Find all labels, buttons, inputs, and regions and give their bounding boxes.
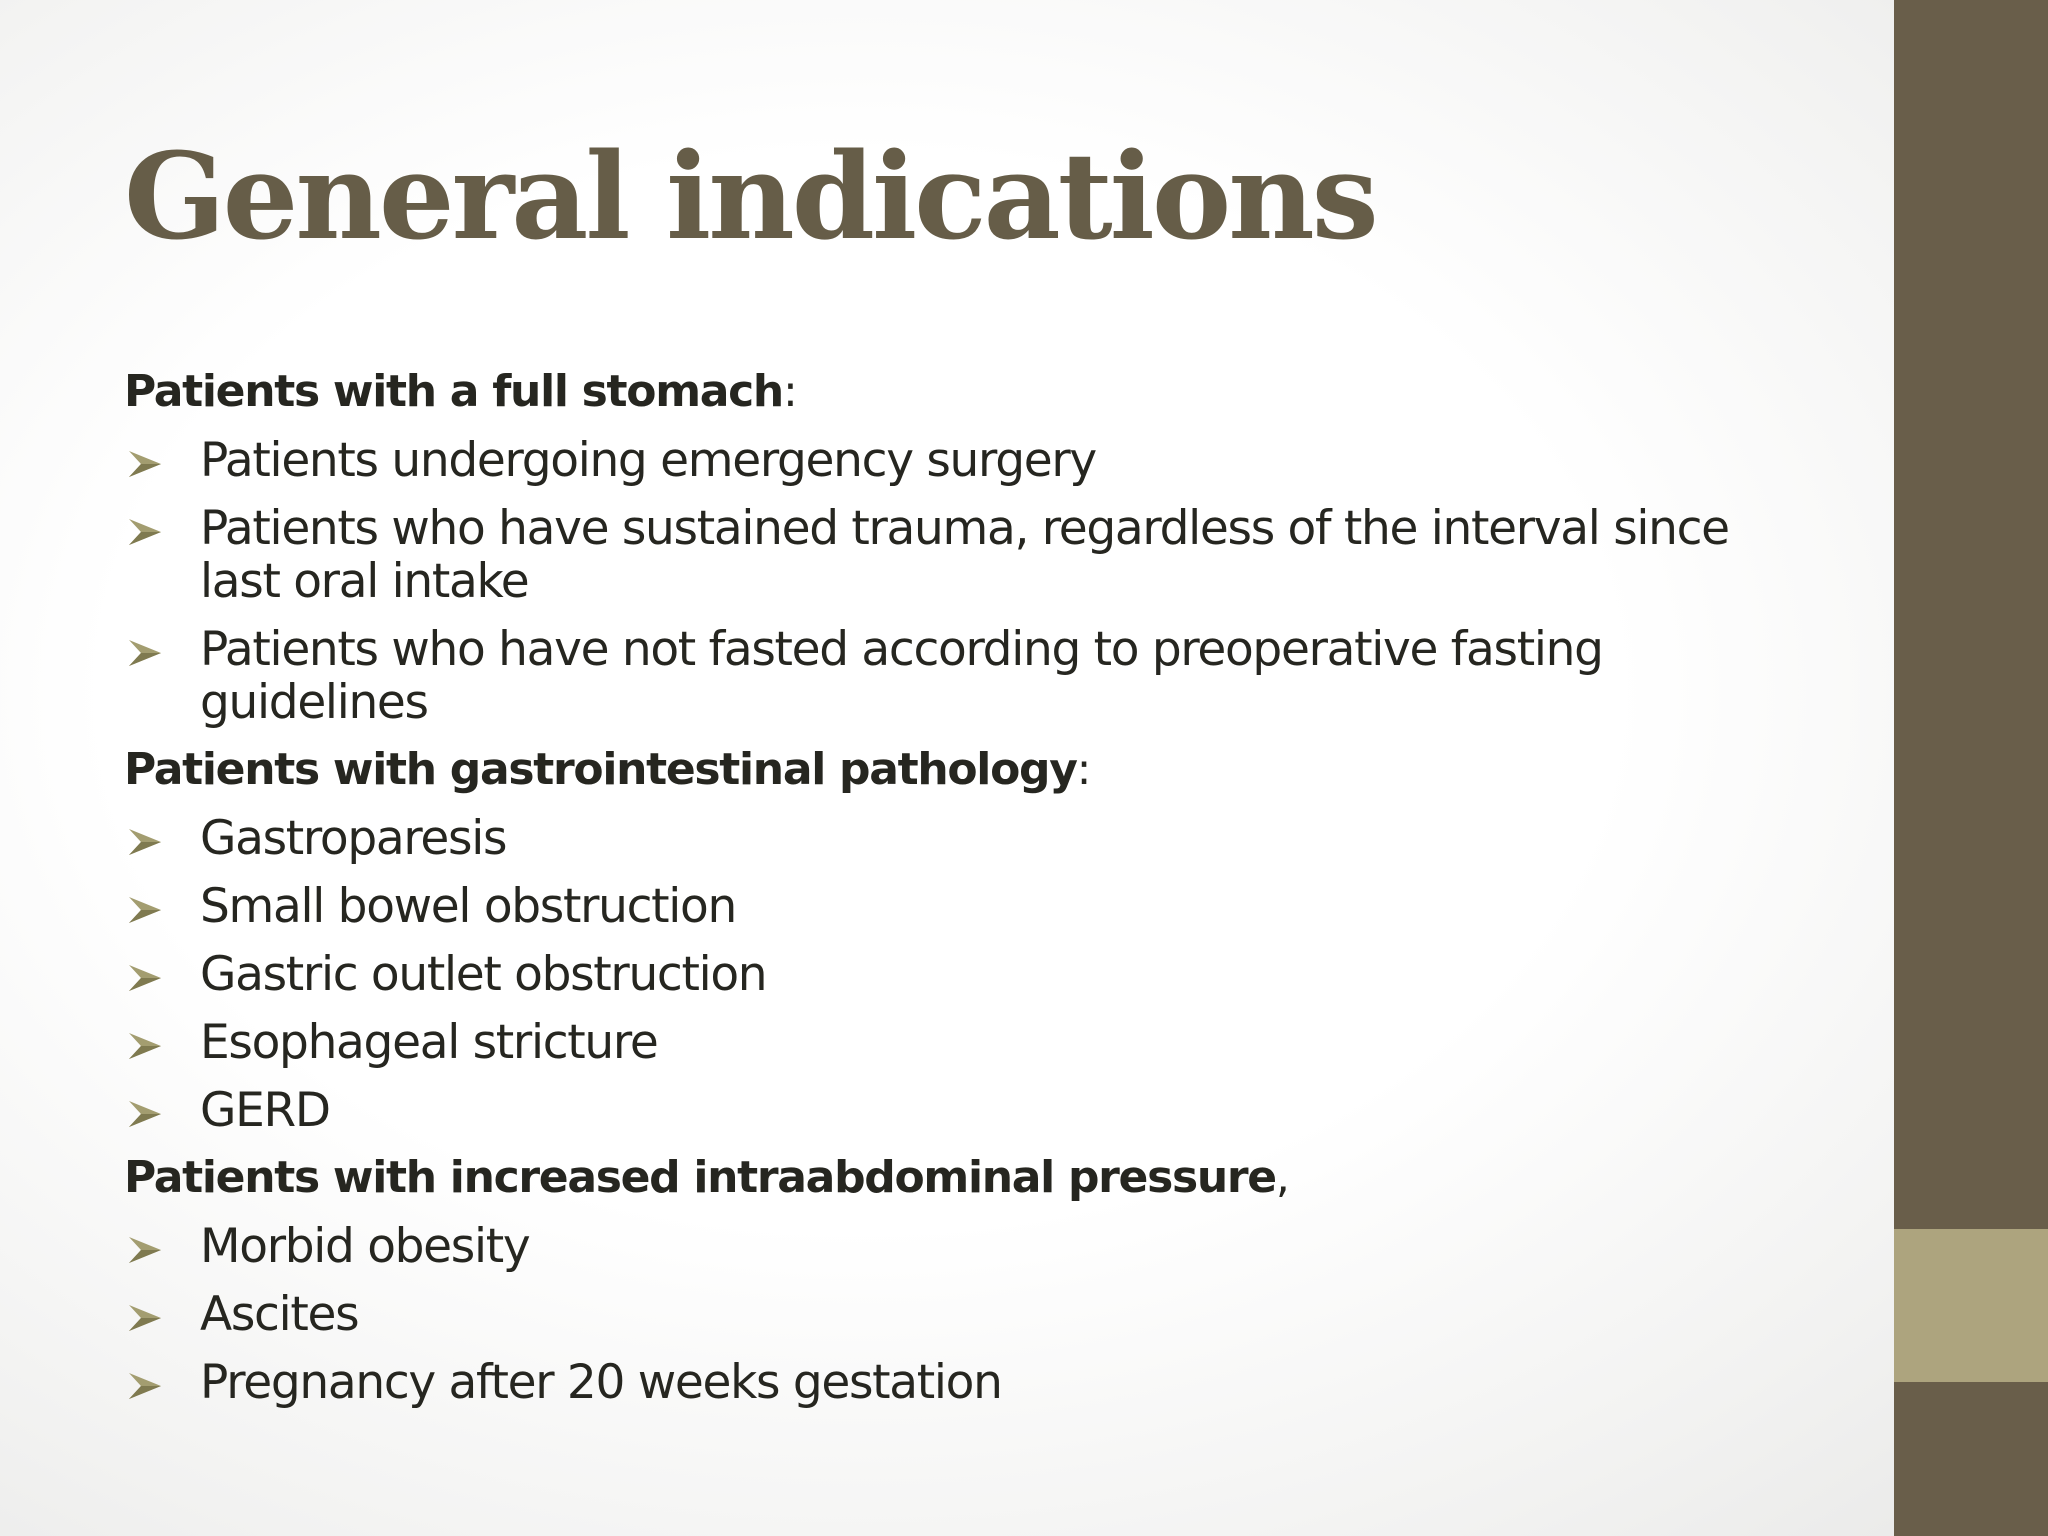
list-item: Small bowel obstruction (124, 872, 1824, 940)
arrowhead-bullet-icon (128, 964, 162, 992)
list-item: Patients undergoing emergency surgery (124, 426, 1824, 494)
list-item: Ascites (124, 1280, 1824, 1348)
arrowhead-bullet-icon (128, 1032, 162, 1060)
list-item: GERD (124, 1076, 1824, 1144)
list-item: Gastroparesis (124, 804, 1824, 872)
arrowhead-bullet-icon (128, 896, 162, 924)
section-heading-gi-pathology: Patients with gastrointestinal pathology: (124, 744, 1091, 795)
side-accent-block (1894, 1229, 2048, 1382)
list-item: Gastric outlet obstruction (124, 940, 1824, 1008)
arrowhead-bullet-icon (128, 1100, 162, 1128)
list-item: Pregnancy after 20 weeks gestation (124, 1348, 1824, 1416)
arrowhead-bullet-icon (128, 828, 162, 856)
arrowhead-bullet-icon (128, 450, 162, 478)
list-item: Esophageal stricture (124, 1008, 1824, 1076)
section-heading-full-stomach: Patients with a full stomach: (124, 366, 797, 417)
arrowhead-bullet-icon (128, 639, 162, 667)
arrowhead-bullet-icon (128, 1236, 162, 1264)
section-heading-intraabdominal-pressure: Patients with increased intraabdominal pressure, (124, 1152, 1289, 1203)
arrowhead-bullet-icon (128, 518, 162, 546)
arrowhead-bullet-icon (128, 1304, 162, 1332)
list-item: Patients who have not fasted according to preoperative fasting guidelines (124, 615, 1824, 736)
slide-body (124, 358, 1824, 1416)
arrowhead-bullet-icon (128, 1372, 162, 1400)
list-item: Morbid obesity (124, 1212, 1824, 1280)
slide-title: General indications (124, 127, 1376, 267)
list-item: Patients who have sustained trauma, regardless of the interval since last oral intake (124, 494, 1824, 615)
